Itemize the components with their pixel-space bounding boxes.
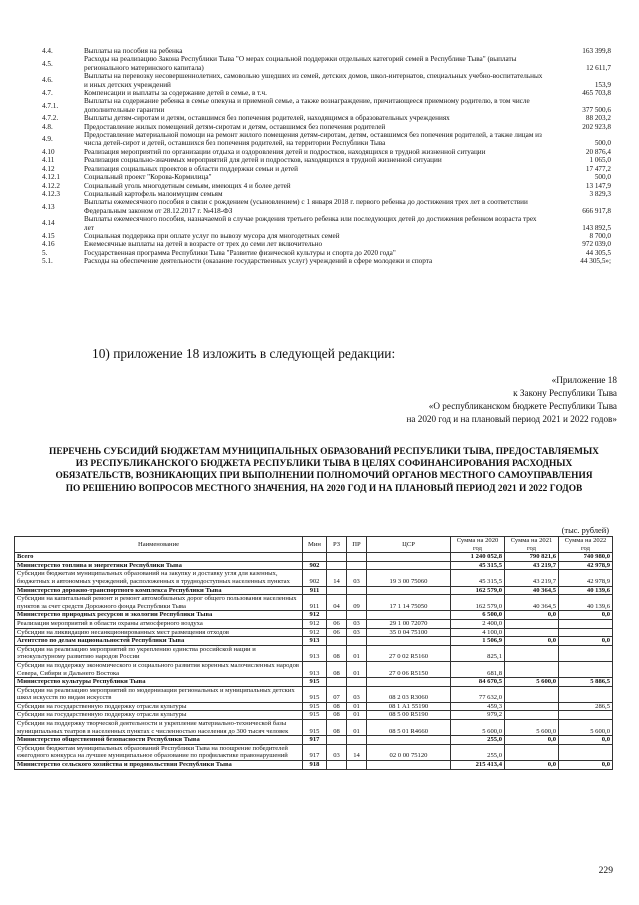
table-row: [15, 736, 613, 745]
cell-rz: [327, 611, 347, 620]
list-item-text: Расходы на реализацию Закона Республики Тыва "О мерах социальной поддержки отдельных категорий семей в Республике Тыва" (выплаты регионального материнского капитала): [84, 55, 517, 72]
cell-name: Всего: [15, 553, 303, 562]
cell-y2022: [559, 619, 613, 628]
subsidy-table: [14, 536, 613, 770]
cell-min: 915: [303, 720, 327, 736]
list-item: [40, 47, 613, 55]
cell-y2021: [505, 702, 559, 711]
list-item-text: Предоставление жилых помещений детям-сиротам и детям, оставшимся без попечения родителей: [84, 122, 386, 131]
list-item-text: Социальный проект "Корова-Кормилица": [84, 173, 212, 182]
cell-rz: 08: [327, 711, 347, 720]
list-item: [40, 198, 613, 215]
cell-min: 913: [303, 637, 327, 646]
list-item-number: 4.12: [42, 164, 55, 173]
table-row: [15, 702, 613, 711]
table-row: [15, 645, 613, 661]
table-row: [15, 637, 613, 646]
cell-pr: [347, 586, 367, 595]
list-item-number: 4.9.: [42, 135, 53, 144]
cell-name: Субсидии бюджетам муниципальных образований Республики Тыва на поощрение победителей ежегодного конкурса на лучшее муниципальное образование по профилактике правонарушений: [15, 744, 303, 760]
list-item-number: 4.7.1.: [42, 101, 59, 110]
cell-min: 912: [303, 619, 327, 628]
list-item-amount: 44 305,5»;: [580, 257, 611, 266]
cell-name: Субсидии на реализацию мероприятий по укреплению единства российской нации и этнокультурному развитию народов России: [15, 645, 303, 661]
table-row: [15, 561, 613, 570]
cell-name: Субсидии на государственную поддержку отрасли культуры: [15, 702, 303, 711]
list-item-amount: 3 829,3: [589, 189, 611, 198]
cell-rz: 08: [327, 661, 347, 677]
cell-csr: 08 5 00 R5190: [367, 711, 451, 720]
cell-name: Субсидии на государственную поддержку отрасли культуры: [15, 711, 303, 720]
cell-rz: [327, 761, 347, 770]
cell-rz: [327, 561, 347, 570]
cell-csr: [367, 678, 451, 687]
cell-y2021: 5 600,0: [505, 720, 559, 736]
table-row: [15, 711, 613, 720]
table-row: [15, 628, 613, 637]
cell-csr: 08 1 А1 55190: [367, 702, 451, 711]
cell-csr: [367, 561, 451, 570]
paragraph-heading: 10) приложение 18 изложить в следующей редакции:: [92, 346, 396, 361]
list-item-number: 4.10: [42, 147, 55, 156]
cell-y2021: 5 600,0: [505, 678, 559, 687]
list-item-number: 4.12.2: [42, 181, 60, 190]
list-item: [40, 123, 613, 131]
table-row: [15, 744, 613, 760]
list-item-number: 4.11: [42, 156, 55, 165]
cell-min: 913: [303, 645, 327, 661]
cell-csr: 19 3 00 75060: [367, 570, 451, 586]
cell-min: 915: [303, 702, 327, 711]
cell-name: Субсидии на поддержку экономического и социального развития коренных малочисленных народов Севера, Сибири и Дальнего Востока: [15, 661, 303, 677]
table-row: [15, 570, 613, 586]
cell-min: [303, 553, 327, 562]
list-item: [40, 97, 613, 114]
table-row: [15, 553, 613, 562]
cell-y2022: 5 886,5: [559, 678, 613, 687]
list-item-amount: 88 203,2: [585, 114, 611, 123]
header-2021: Сумма на 2021 год: [505, 537, 559, 553]
list-item-number: 4.12.1: [42, 173, 60, 182]
cell-rz: 06: [327, 619, 347, 628]
table-row: [15, 611, 613, 620]
cell-y2021: [505, 711, 559, 720]
cell-y2021: 790 821,6: [505, 553, 559, 562]
cell-y2021: 40 364,5: [505, 586, 559, 595]
cell-pr: [347, 678, 367, 687]
cell-y2020: 5 600,0: [451, 720, 505, 736]
header-pr: ПР: [347, 537, 367, 553]
cell-rz: [327, 553, 347, 562]
list-item-amount: 666 917,8: [582, 206, 611, 215]
document-title: ПЕРЕЧЕНЬ СУБСИДИЙ БЮДЖЕТАМ МУНИЦИПАЛЬНЫХ ОБРАЗОВАНИЙ РЕСПУБЛИКИ ТЫВА, ПРЕДОСТАВЛЯЕМЫХ ИЗ РЕСПУБЛИКАНСКОГО БЮДЖЕТА РЕСПУБЛИКИ ТЫВА В ЦЕЛЯХ СОФИНАНСИРОВАНИЯ РАСХОДНЫХ ОБЯЗАТЕЛЬСТВ, ВОЗНИКАЮЩИХ ПРИ ВЫПОЛНЕНИИ ПОЛНОМОЧИЙ ОРГАНОВ МЕСТНОГО САМОУПРАВЛЕНИЯ ПО РЕШЕНИЮ ВОПРОСОВ МЕСТНОГО ЗНАЧЕНИЯ, НА 2020 ГОД И НА ПЛАНОВЫЙ ПЕРИОД 2021 И 2022 ГОДОВ: [49, 447, 599, 494]
list-item-text: Расходы на обеспечение деятельности (оказание государственных услуг) учреждений в сфере молодежи и спорта: [84, 257, 433, 266]
cell-csr: 27 0 02 R5160: [367, 645, 451, 661]
cell-name: Министерство дорожно-транспортного комплекса Республики Тыва: [15, 586, 303, 595]
top-list: [40, 47, 613, 266]
caption-line: «О республиканском бюджете Республики Тыва: [428, 401, 617, 411]
cell-y2020: 77 632,0: [451, 686, 505, 702]
list-item-amount: 8 700,0: [589, 231, 611, 240]
table-row: [15, 595, 613, 611]
list-item-text: Социальная поддержка при оплате услуг по вывозу мусора для многодетных семей: [84, 231, 340, 240]
cell-csr: 08 5 01 R4660: [367, 720, 451, 736]
list-item-amount: 163 399,8: [582, 47, 611, 55]
cell-rz: 14: [327, 570, 347, 586]
cell-y2022: [559, 744, 613, 760]
cell-y2020: 681,8: [451, 661, 505, 677]
cell-name: Министерство общественной безопасности Республики Тыва: [15, 736, 303, 745]
cell-name: Субсидии на капитальный ремонт и ремонт автомобильных дорог общего пользования населенных пунктов за счет средств Дорожного фонда Республики Тыва: [15, 595, 303, 611]
cell-rz: [327, 736, 347, 745]
list-item: [40, 148, 613, 156]
list-item: [40, 55, 613, 72]
cell-pr: 03: [347, 619, 367, 628]
units-label: (тыс. рублей): [561, 526, 609, 535]
cell-y2021: [505, 686, 559, 702]
cell-y2022: 0,0: [559, 611, 613, 620]
list-item-text: Социальный уголь многодетным семьям, имеющих 4 и более детей: [84, 181, 291, 190]
list-item-amount: 202 923,8: [582, 122, 611, 131]
cell-min: 911: [303, 586, 327, 595]
header-csr: ЦСР: [367, 537, 451, 553]
cell-y2020: 162 579,0: [451, 595, 505, 611]
table-row: [15, 661, 613, 677]
header-name: Наименование: [15, 537, 303, 553]
cell-y2022: [559, 645, 613, 661]
cell-name: Агентство по делам национальностей Республики Тыва: [15, 637, 303, 646]
cell-y2022: 5 600,0: [559, 720, 613, 736]
cell-y2022: 740 980,0: [559, 553, 613, 562]
list-item-text: Социальный картофель малоимущим семьям: [84, 189, 223, 198]
cell-csr: 29 1 00 72070: [367, 619, 451, 628]
cell-min: 912: [303, 611, 327, 620]
list-item-text: Ежемесячные выплаты на детей в возрасте от трех до семи лет включительно: [84, 240, 323, 249]
cell-y2021: [505, 645, 559, 661]
header-rz: РЗ: [327, 537, 347, 553]
list-item: [40, 72, 613, 89]
cell-rz: 06: [327, 628, 347, 637]
list-item: [40, 173, 613, 181]
list-item: [40, 131, 613, 148]
list-item: [40, 156, 613, 164]
cell-y2020: 162 579,0: [451, 586, 505, 595]
cell-name: Министерство природных ресурсов и экологии Республики Тыва: [15, 611, 303, 620]
cell-name: Субсидии на поддержку творческой деятельности и укрепление материально-технической базы муниципальных театров в населенных пунктах с численностью населения до 300 тысяч человек: [15, 720, 303, 736]
list-item-number: 5.: [42, 248, 48, 257]
list-item: [40, 232, 613, 240]
cell-min: 911: [303, 595, 327, 611]
list-item-amount: 972 039,0: [582, 240, 611, 249]
list-item-amount: 500,0: [594, 139, 611, 148]
list-item-text: Реализация социальных проектов в области поддержки семьи и детей: [84, 164, 298, 173]
caption-line: к Закону Республики Тыва: [513, 388, 617, 398]
cell-y2021: 0,0: [505, 736, 559, 745]
cell-rz: 08: [327, 645, 347, 661]
table-row: [15, 586, 613, 595]
cell-y2020: 825,1: [451, 645, 505, 661]
list-item-text: Выплаты ежемесячного пособия в связи с рождением (усыновлением) с 1 января 2018 г. первого ребенка до достижения трех лет в соответствии Федеральным законом от 28.12.2017 г. №418-ФЗ: [84, 198, 528, 215]
list-item-text: Выплаты на перевозку несовершеннолетних, самовольно ушедших из семей, детских домов, школ-интернатов, специальных учебно-воспитательных и иных детских учреждений: [84, 72, 543, 89]
cell-min: 912: [303, 628, 327, 637]
cell-min: 902: [303, 561, 327, 570]
cell-y2020: 255,0: [451, 736, 505, 745]
cell-csr: [367, 761, 451, 770]
cell-y2020: 979,2: [451, 711, 505, 720]
list-item: [40, 114, 613, 122]
list-item-number: 4.15: [42, 231, 55, 240]
list-item: [40, 165, 613, 173]
cell-y2022: [559, 686, 613, 702]
cell-y2021: [505, 661, 559, 677]
cell-pr: 01: [347, 702, 367, 711]
cell-y2022: 42 978,9: [559, 570, 613, 586]
list-item-amount: 465 703,8: [582, 89, 611, 98]
list-item-number: 4.4.: [42, 47, 53, 55]
cell-pr: 03: [347, 570, 367, 586]
cell-y2022: 40 139,6: [559, 586, 613, 595]
cell-y2020: 215 413,4: [451, 761, 505, 770]
cell-y2020: 459,3: [451, 702, 505, 711]
cell-rz: 04: [327, 595, 347, 611]
list-item-number: 4.13: [42, 202, 55, 211]
list-item-number: 4.16: [42, 240, 55, 249]
list-item-text: Предоставление материальной помощи на ремонт жилого помещения детям-сиротам, детям, оставшимся без попечения родителей, а также лицам из числа детей-сирот и детей, оставшихся без попечения родителей, на территории Республики Тыва: [84, 131, 542, 148]
cell-name: Субсидии на реализацию мероприятий по модернизации региональных и муниципальных детских школ искусств по видам искусств: [15, 686, 303, 702]
cell-y2022: [559, 661, 613, 677]
cell-y2022: 0,0: [559, 761, 613, 770]
cell-pr: 01: [347, 645, 367, 661]
list-item-number: 4.7.2.: [42, 114, 59, 123]
cell-y2020: 1 240 052,8: [451, 553, 505, 562]
table-row: [15, 678, 613, 687]
cell-pr: [347, 561, 367, 570]
cell-rz: [327, 637, 347, 646]
list-item-text: Выплаты ежемесячного пособия, назначаемой в случае рождения третьего ребенка или последующих детей до достижения ребенком возраста трех лет: [84, 215, 537, 232]
cell-pr: 01: [347, 711, 367, 720]
cell-csr: 02 0 00 75120: [367, 744, 451, 760]
list-item-number: 4.7.: [42, 89, 53, 98]
cell-min: 918: [303, 761, 327, 770]
list-item-text: Выплаты на пособия на ребенка: [84, 47, 183, 55]
cell-csr: [367, 736, 451, 745]
cell-pr: 03: [347, 628, 367, 637]
cell-csr: 17 1 14 75050: [367, 595, 451, 611]
list-item-number: 5.1.: [42, 257, 53, 266]
list-item: [40, 190, 613, 198]
list-item-number: 4.14: [42, 219, 55, 228]
cell-name: Министерство топлива и энергетики Республики Тыва: [15, 561, 303, 570]
list-item: [40, 89, 613, 97]
cell-y2021: 43 219,7: [505, 570, 559, 586]
cell-y2022: 42 978,9: [559, 561, 613, 570]
table-row: [15, 761, 613, 770]
caption-line: «Приложение 18: [551, 375, 617, 385]
table-row: [15, 686, 613, 702]
list-item-text: Реализация мероприятий по организации отдыха и оздоровления детей и подростков, находящихся в трудной жизненной ситуации: [84, 147, 486, 156]
cell-rz: 07: [327, 686, 347, 702]
cell-y2021: 43 219,7: [505, 561, 559, 570]
cell-name: Министерство сельского хозяйства и продовольствия Республики Тыва: [15, 761, 303, 770]
appendix-caption: [277, 374, 617, 426]
cell-pr: 01: [347, 720, 367, 736]
cell-y2021: 0,0: [505, 761, 559, 770]
cell-csr: 08 2 03 R3060: [367, 686, 451, 702]
list-item: [40, 240, 613, 248]
cell-min: 902: [303, 570, 327, 586]
cell-pr: 14: [347, 744, 367, 760]
cell-rz: 08: [327, 702, 347, 711]
list-item-amount: 13 147,9: [585, 181, 611, 190]
list-item-text: Компенсации и выплаты за содержание детей в семье, в т.ч.: [84, 89, 267, 98]
header-2022: Сумма на 2022 год: [559, 537, 613, 553]
cell-rz: 03: [327, 744, 347, 760]
cell-csr: 35 0 04 75100: [367, 628, 451, 637]
cell-name: Субсидии на ликвидацию несанкционированных мест размещения отходов: [15, 628, 303, 637]
cell-min: 917: [303, 736, 327, 745]
cell-csr: [367, 586, 451, 595]
cell-y2020: 45 315,5: [451, 570, 505, 586]
cell-y2021: 40 364,5: [505, 595, 559, 611]
cell-y2020: 2 400,0: [451, 619, 505, 628]
list-item: [40, 257, 613, 265]
cell-name: Реализация мероприятий в области охраны атмосферного воздуха: [15, 619, 303, 628]
list-item-amount: 143 892,5: [582, 223, 611, 232]
cell-y2021: 0,0: [505, 637, 559, 646]
table-row: [15, 619, 613, 628]
list-item: [40, 249, 613, 257]
cell-rz: 08: [327, 720, 347, 736]
list-item-number: 4.8.: [42, 122, 53, 131]
cell-y2022: [559, 628, 613, 637]
list-item-text: Реализация социально-значимых мероприятий для детей и подростков, находящихся в трудной жизненной ситуации: [84, 156, 442, 165]
cell-pr: [347, 736, 367, 745]
list-item-text: Выплаты детям-сиротам и детям, оставшимся без попечения родителей, находящимся в образовательных учреждениях: [84, 114, 450, 123]
cell-y2021: [505, 744, 559, 760]
caption-line: на 2020 год и на плановый период 2021 и 2022 годов»: [406, 414, 617, 424]
list-item-amount: 17 477,2: [585, 164, 611, 173]
cell-y2020: 45 315,5: [451, 561, 505, 570]
cell-min: 915: [303, 686, 327, 702]
cell-y2020: 1 506,9: [451, 637, 505, 646]
list-item-amount: 500,0: [594, 173, 611, 182]
cell-csr: 27 0 06 R5150: [367, 661, 451, 677]
header-min: Мин: [303, 537, 327, 553]
cell-pr: [347, 611, 367, 620]
list-item-number: 4.6.: [42, 76, 53, 85]
list-item-amount: 12 611,7: [586, 63, 611, 72]
cell-y2022: 0,0: [559, 637, 613, 646]
cell-y2022: 286,5: [559, 702, 613, 711]
cell-pr: 03: [347, 686, 367, 702]
cell-name: Субсидии бюджетам муниципальных образований на закупку и доставку угля для казенных, бюджетных и автономных учреждений, расположенных в труднодоступных населенных пунктах: [15, 570, 303, 586]
cell-min: 915: [303, 678, 327, 687]
cell-pr: [347, 761, 367, 770]
cell-min: 917: [303, 744, 327, 760]
cell-y2020: 6 500,0: [451, 611, 505, 620]
cell-pr: [347, 637, 367, 646]
cell-min: 915: [303, 711, 327, 720]
cell-pr: [347, 553, 367, 562]
list-item-number: 4.5.: [42, 59, 53, 68]
cell-pr: 01: [347, 661, 367, 677]
cell-y2022: 40 139,6: [559, 595, 613, 611]
cell-y2020: 255,0: [451, 744, 505, 760]
cell-y2020: 4 100,0: [451, 628, 505, 637]
list-item-text: Выплаты на содержание ребенка в семье опекуна и приемной семье, а также вознаграждение, причитающееся приемному родителю, в том числе дополнительные гарантии: [84, 97, 530, 114]
cell-csr: [367, 553, 451, 562]
cell-csr: [367, 637, 451, 646]
cell-y2020: 84 670,5: [451, 678, 505, 687]
header-2020: Сумма на 2020 год: [451, 537, 505, 553]
list-item: [40, 215, 613, 232]
cell-y2021: [505, 619, 559, 628]
cell-name: Министерство культуры Республики Тыва: [15, 678, 303, 687]
cell-pr: 09: [347, 595, 367, 611]
list-item: [40, 182, 613, 190]
cell-csr: [367, 611, 451, 620]
list-item-amount: 153,9: [594, 80, 611, 89]
page-number: 229: [598, 865, 613, 876]
list-item-amount: 20 876,4: [585, 147, 611, 156]
cell-rz: [327, 678, 347, 687]
cell-rz: [327, 586, 347, 595]
cell-y2021: [505, 628, 559, 637]
cell-min: 913: [303, 661, 327, 677]
cell-y2021: 0,0: [505, 611, 559, 620]
list-item-amount: 377 500,6: [582, 105, 611, 114]
cell-y2022: [559, 711, 613, 720]
table-row: [15, 720, 613, 736]
list-item-text: Государственная программа Республики Тыва "Развитие физической культуры и спорта до 2020 года": [84, 248, 396, 257]
cell-y2022: 0,0: [559, 736, 613, 745]
list-item-amount: 1 065,0: [589, 156, 611, 165]
table-header-row: [15, 537, 613, 553]
list-item-number: 4.12.3: [42, 189, 60, 198]
list-item-amount: 44 305,5: [585, 248, 611, 257]
